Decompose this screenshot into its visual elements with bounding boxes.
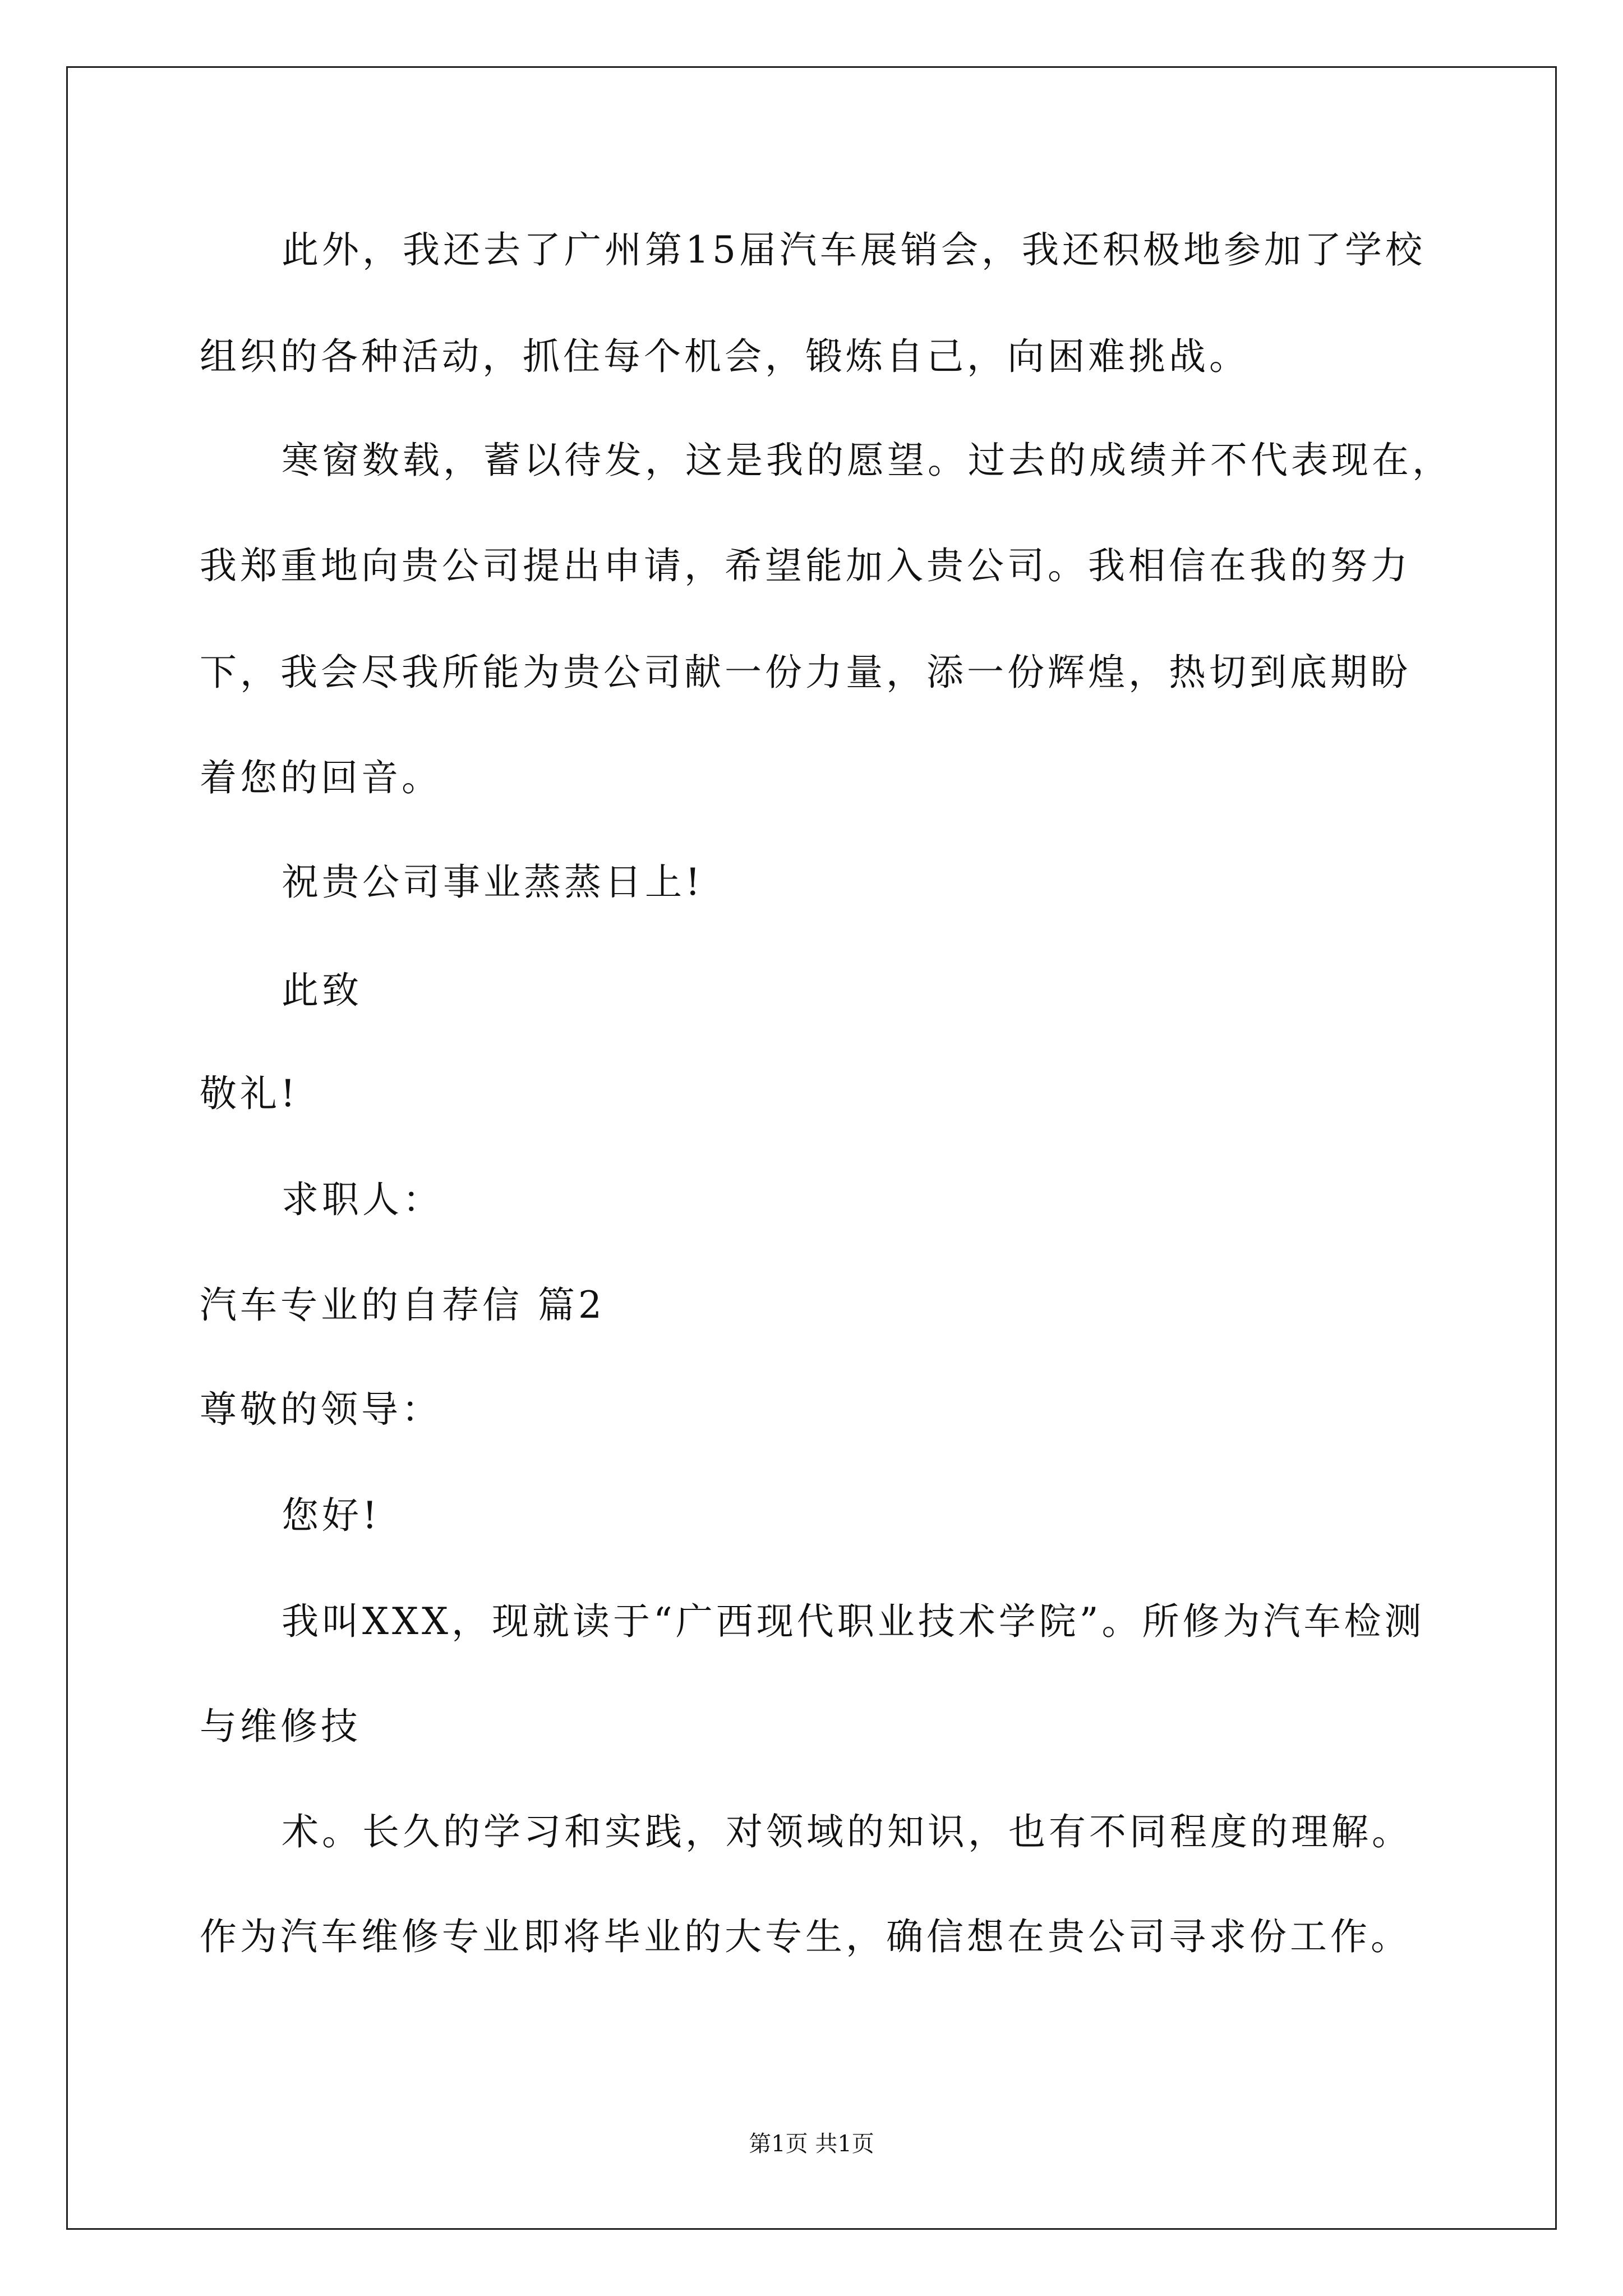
text-line: 此致 <box>282 969 362 1012</box>
salutation: 尊敬的领导： <box>200 1388 442 1431</box>
text-line: 敬礼! <box>200 1072 299 1115</box>
text-line: 组织的各种活动，抓住每个机会，锻炼自己，向困难挑战。 <box>200 335 1249 378</box>
text-line: 此外，我还去了广州第15届汽车展销会，我还积极地参加了学校 <box>282 228 1426 272</box>
text-line: 求职人： <box>282 1178 443 1221</box>
page-number-footer: 第1页 共1页 <box>749 2131 874 2157</box>
text-line: 作为汽车维修专业即将毕业的大专生，确信想在贵公司寻求份工作。 <box>200 1915 1411 1958</box>
text-line: 术。长久的学习和实践，对领域的知识，也有不同程度的理解。 <box>282 1810 1412 1853</box>
text-line: 着您的回音。 <box>200 756 442 799</box>
text-line: 下，我会尽我所能为贵公司献一份力量，添一份辉煌，热切到底期盼 <box>200 651 1411 694</box>
text-line: 我郑重地向贵公司提出申请，希望能加入贵公司。我相信在我的努力 <box>200 544 1411 587</box>
text-line: 祝贵公司事业蒸蒸日上! <box>282 861 704 904</box>
page-border <box>66 66 1557 2230</box>
text-line: 与维修技 <box>200 1705 361 1748</box>
text-line: 寒窗数载，蓄以待发，这是我的愿望。过去的成绩并不代表现在， <box>282 439 1453 482</box>
text-line: 我叫XXX，现就读于“广西现代职业技术学院”。所修为汽车检测 <box>282 1600 1425 1643</box>
greeting: 您好! <box>282 1494 381 1537</box>
section-heading: 汽车专业的自荐信 篇2 <box>200 1283 605 1327</box>
